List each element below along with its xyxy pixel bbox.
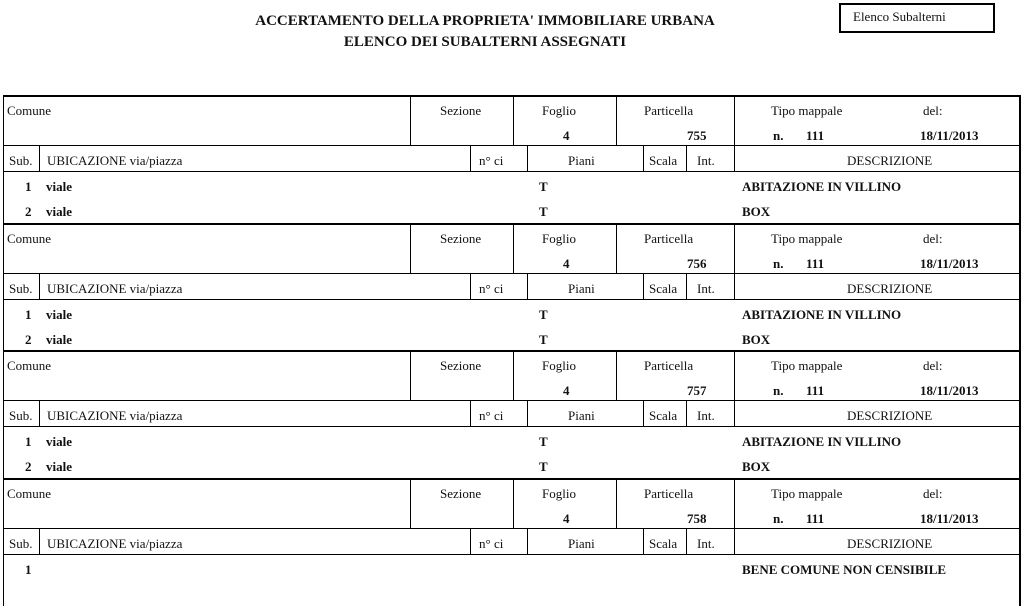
- col-piani: Piani: [568, 408, 595, 423]
- col-piani: Piani: [568, 153, 595, 168]
- col-descrizione: DESCRIZIONE: [847, 408, 933, 423]
- col-int: Int.: [697, 281, 715, 296]
- label-del: del:: [923, 103, 943, 118]
- row-descrizione: ABITAZIONE IN VILLINO: [742, 434, 902, 449]
- vertical-rule: [734, 350, 735, 400]
- label-comune: Comune: [7, 486, 52, 501]
- label-n: n.: [773, 511, 784, 526]
- horizontal-rule: [3, 171, 1021, 172]
- vertical-rule: [39, 273, 40, 299]
- col-scala: Scala: [649, 281, 678, 296]
- title-line-1: ACCERTAMENTO DELLA PROPRIETA' IMMOBILIARE URBANA: [255, 13, 715, 29]
- row-sub: 1: [25, 179, 32, 194]
- col-int: Int.: [697, 408, 715, 423]
- col-sub: Sub.: [9, 408, 33, 423]
- label-del: del:: [923, 358, 943, 373]
- row-via: viale: [46, 434, 72, 449]
- label-sezione: Sezione: [440, 231, 482, 246]
- horizontal-rule: [3, 350, 1021, 352]
- col-int: Int.: [697, 153, 715, 168]
- label-comune: Comune: [7, 103, 52, 118]
- vertical-rule: [643, 273, 644, 299]
- row-via: viale: [46, 307, 72, 322]
- vertical-rule: [616, 95, 617, 145]
- label-particella: Particella: [644, 231, 694, 246]
- col-piani: Piani: [568, 281, 595, 296]
- label-n: n.: [773, 256, 784, 271]
- row-piani: T: [539, 434, 548, 449]
- vertical-rule: [734, 528, 735, 554]
- title-line-2: ELENCO DEI SUBALTERNI ASSEGNATI: [343, 34, 627, 50]
- horizontal-rule: [3, 478, 1021, 480]
- row-sub: 2: [25, 332, 32, 347]
- label-particella: Particella: [644, 486, 694, 501]
- value-particella: 757: [687, 383, 707, 398]
- vertical-rule: [734, 400, 735, 426]
- value-particella: 758: [687, 511, 707, 526]
- value-particella: 756: [687, 256, 707, 271]
- vertical-rule: [513, 350, 514, 400]
- col-descrizione: DESCRIZIONE: [847, 281, 933, 296]
- horizontal-rule: [3, 145, 1021, 146]
- vertical-rule: [3, 350, 4, 478]
- label-tipo-mappale: Tipo mappale: [771, 358, 843, 373]
- value-tipo-mappale: 111: [806, 128, 825, 143]
- value-tipo-mappale: 111: [806, 256, 825, 271]
- vertical-rule: [1019, 223, 1021, 351]
- particella-block: [3, 478, 1021, 606]
- vertical-rule: [513, 95, 514, 145]
- col-ubicazione: UBICAZIONE via/piazza: [47, 281, 183, 296]
- horizontal-rule: [3, 299, 1021, 300]
- label-particella: Particella: [644, 358, 694, 373]
- row-sub: 2: [25, 204, 32, 219]
- document-tag-box: Elenco Subalterni: [839, 3, 995, 33]
- vertical-rule: [39, 400, 40, 426]
- vertical-rule: [39, 145, 40, 171]
- vertical-rule: [734, 478, 735, 528]
- row-descrizione: BOX: [742, 204, 771, 219]
- horizontal-rule: [3, 554, 1021, 555]
- col-scala: Scala: [649, 153, 678, 168]
- particella-block: [3, 223, 1021, 351]
- row-via: viale: [46, 459, 72, 474]
- row-piani: T: [539, 332, 548, 347]
- particella-block: [3, 95, 1021, 223]
- col-nci: n° ci: [479, 408, 504, 423]
- vertical-rule: [410, 223, 411, 273]
- vertical-rule: [686, 528, 687, 554]
- vertical-rule: [410, 95, 411, 145]
- value-foglio: 4: [563, 511, 570, 526]
- vertical-rule: [643, 400, 644, 426]
- row-via: viale: [46, 179, 72, 194]
- horizontal-rule: [3, 223, 1021, 225]
- label-n: n.: [773, 383, 784, 398]
- col-ubicazione: UBICAZIONE via/piazza: [47, 153, 183, 168]
- label-comune: Comune: [7, 231, 52, 246]
- col-sub: Sub.: [9, 536, 33, 551]
- label-tipo-mappale: Tipo mappale: [771, 486, 843, 501]
- vertical-rule: [734, 223, 735, 273]
- vertical-rule: [1019, 95, 1021, 223]
- label-particella: Particella: [644, 103, 694, 118]
- label-foglio: Foglio: [542, 358, 576, 373]
- vertical-rule: [3, 95, 4, 223]
- row-sub: 1: [25, 307, 32, 322]
- value-date: 18/11/2013: [920, 383, 979, 398]
- value-date: 18/11/2013: [920, 511, 979, 526]
- vertical-rule: [470, 145, 471, 171]
- row-descrizione: ABITAZIONE IN VILLINO: [742, 179, 902, 194]
- row-sub: 1: [25, 434, 32, 449]
- horizontal-rule: [3, 95, 1021, 97]
- label-comune: Comune: [7, 358, 52, 373]
- vertical-rule: [513, 478, 514, 528]
- vertical-rule: [734, 95, 735, 145]
- col-ubicazione: UBICAZIONE via/piazza: [47, 408, 183, 423]
- col-ubicazione: UBICAZIONE via/piazza: [47, 536, 183, 551]
- horizontal-rule: [3, 528, 1021, 529]
- vertical-rule: [686, 400, 687, 426]
- label-del: del:: [923, 486, 943, 501]
- row-via: viale: [46, 204, 72, 219]
- row-descrizione: BOX: [742, 332, 771, 347]
- vertical-rule: [410, 478, 411, 528]
- row-sub: 2: [25, 459, 32, 474]
- col-nci: n° ci: [479, 153, 504, 168]
- vertical-rule: [734, 273, 735, 299]
- row-piani: T: [539, 459, 548, 474]
- label-sezione: Sezione: [440, 486, 482, 501]
- col-descrizione: DESCRIZIONE: [847, 153, 933, 168]
- col-descrizione: DESCRIZIONE: [847, 536, 933, 551]
- row-descrizione: BOX: [742, 459, 771, 474]
- vertical-rule: [686, 145, 687, 171]
- value-particella: 755: [687, 128, 707, 143]
- vertical-rule: [527, 400, 528, 426]
- row-descrizione: ABITAZIONE IN VILLINO: [742, 307, 902, 322]
- label-del: del:: [923, 231, 943, 246]
- value-foglio: 4: [563, 256, 570, 271]
- vertical-rule: [616, 478, 617, 528]
- col-nci: n° ci: [479, 281, 504, 296]
- label-n: n.: [773, 128, 784, 143]
- vertical-rule: [527, 145, 528, 171]
- label-tipo-mappale: Tipo mappale: [771, 103, 843, 118]
- vertical-rule: [470, 528, 471, 554]
- col-nci: n° ci: [479, 536, 504, 551]
- vertical-rule: [39, 528, 40, 554]
- label-foglio: Foglio: [542, 486, 576, 501]
- horizontal-rule: [3, 426, 1021, 427]
- col-int: Int.: [697, 536, 715, 551]
- particella-block: [3, 350, 1021, 478]
- row-piani: T: [539, 204, 548, 219]
- value-foglio: 4: [563, 383, 570, 398]
- vertical-rule: [3, 478, 4, 606]
- row-piani: T: [539, 307, 548, 322]
- vertical-rule: [643, 145, 644, 171]
- col-sub: Sub.: [9, 281, 33, 296]
- value-foglio: 4: [563, 128, 570, 143]
- vertical-rule: [643, 528, 644, 554]
- vertical-rule: [616, 350, 617, 400]
- vertical-rule: [527, 273, 528, 299]
- row-piani: T: [539, 179, 548, 194]
- value-date: 18/11/2013: [920, 128, 979, 143]
- vertical-rule: [616, 223, 617, 273]
- vertical-rule: [513, 223, 514, 273]
- vertical-rule: [686, 273, 687, 299]
- vertical-rule: [470, 273, 471, 299]
- label-foglio: Foglio: [542, 231, 576, 246]
- value-tipo-mappale: 111: [806, 383, 825, 398]
- col-scala: Scala: [649, 536, 678, 551]
- label-sezione: Sezione: [440, 103, 482, 118]
- label-tipo-mappale: Tipo mappale: [771, 231, 843, 246]
- label-foglio: Foglio: [542, 103, 576, 118]
- vertical-rule: [1019, 350, 1021, 478]
- row-sub: 1: [25, 562, 32, 577]
- value-date: 18/11/2013: [920, 256, 979, 271]
- row-descrizione: BENE COMUNE NON CENSIBILE: [742, 562, 947, 577]
- col-sub: Sub.: [9, 153, 33, 168]
- value-tipo-mappale: 111: [806, 511, 825, 526]
- horizontal-rule: [3, 400, 1021, 401]
- row-via: viale: [46, 332, 72, 347]
- vertical-rule: [470, 400, 471, 426]
- col-scala: Scala: [649, 408, 678, 423]
- vertical-rule: [1019, 478, 1021, 606]
- vertical-rule: [3, 223, 4, 351]
- vertical-rule: [734, 145, 735, 171]
- label-sezione: Sezione: [440, 358, 482, 373]
- horizontal-rule: [3, 273, 1021, 274]
- vertical-rule: [410, 350, 411, 400]
- vertical-rule: [527, 528, 528, 554]
- col-piani: Piani: [568, 536, 595, 551]
